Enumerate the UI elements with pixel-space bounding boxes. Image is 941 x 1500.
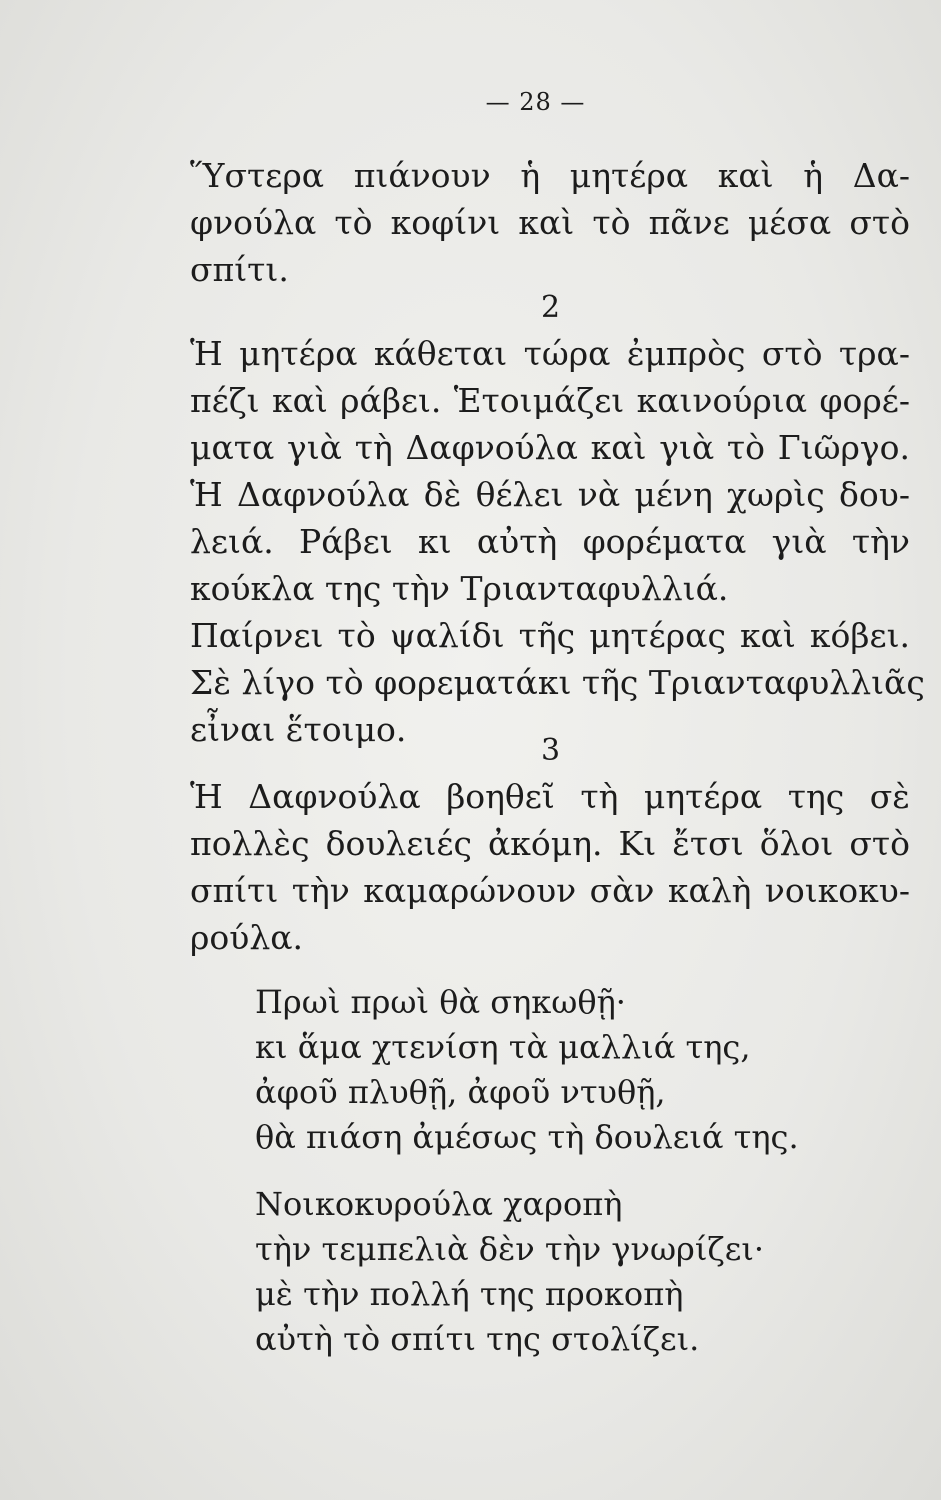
text-line: ρούλα. [190, 918, 304, 957]
verse-line: κι ἅμα χτενίση τὰ μαλλιά της, [255, 1028, 751, 1066]
text-line: πολλὲς δουλειές ἀκόμη. Κι ἔτσι ὅλοι στὸ [190, 824, 910, 863]
paragraph-section-2 [190, 330, 925, 753]
text-line: σπίτι. [190, 250, 289, 289]
paragraph-section-3 [190, 773, 910, 961]
text-line: Σὲ λίγο τὸ φορεματάκι τῆς Τριανταφυλλιᾶς [190, 663, 925, 702]
verse-line: Νοικοκυρούλα χαροπὴ [255, 1185, 623, 1223]
text-line: Ἡ Δαφνούλα βοηθεῖ τὴ μητέρα της σὲ [190, 777, 910, 816]
paragraph-intro [190, 152, 910, 293]
text-line: εἶναι ἕτοιμο. [190, 710, 407, 749]
verse-line: θὰ πιάση ἀμέσως τὴ δουλειά της. [255, 1118, 799, 1156]
poem-stanza-1 [255, 980, 855, 1160]
text-line: ματα γιὰ τὴ Δαφνούλα καὶ γιὰ τὸ Γιῶργο. [190, 428, 910, 467]
text-line: Παίρνει τὸ ψαλίδι τῆς μητέρας καὶ κόβει. [190, 616, 910, 655]
text-line: Ἡ μητέρα κάθεται τώρα ἐμπρὸς στὸ τρα- [190, 334, 910, 373]
verse-line: Πρωὶ πρωὶ θὰ σηκωθῇ· [255, 983, 626, 1021]
verse-line: αὐτὴ τὸ σπίτι της στολίζει. [255, 1320, 700, 1358]
text-line: Ἡ Δαφνούλα δὲ θέλει νὰ μένη χωρὶς δου- [190, 475, 910, 514]
verse-line: μὲ τὴν πολλή της προκοπὴ [255, 1275, 684, 1313]
section-number-2: 2 [540, 290, 561, 325]
text-line: πέζι καὶ ράβει. Ἑτοιμάζει καινούρια φορέ- [190, 381, 910, 420]
verse-line: ἀφοῦ πλυθῇ, ἀφοῦ ντυθῇ, [255, 1073, 666, 1111]
text-line: Ὕστερα πιάνουν ἡ μητέρα καὶ ἡ Δα- [190, 156, 910, 195]
section-number-3: 3 [540, 733, 561, 768]
text-line: κούκλα της τὴν Τριανταφυλλιά. [190, 569, 729, 608]
text-line: φνούλα τὸ κοφίνι καὶ τὸ πᾶνε μέσα στὸ [190, 203, 910, 242]
page-number: — 28 — [485, 88, 586, 116]
text-line: λειά. Ράβει κι αὐτὴ φορέματα γιὰ τὴν [190, 522, 910, 561]
poem-stanza-2 [255, 1182, 855, 1362]
text-line: σπίτι τὴν καμαρώνουν σὰν καλὴ νοικοκυ- [190, 871, 910, 910]
verse-line: τὴν τεμπελιὰ δὲν τὴν γνωρίζει· [255, 1230, 765, 1268]
